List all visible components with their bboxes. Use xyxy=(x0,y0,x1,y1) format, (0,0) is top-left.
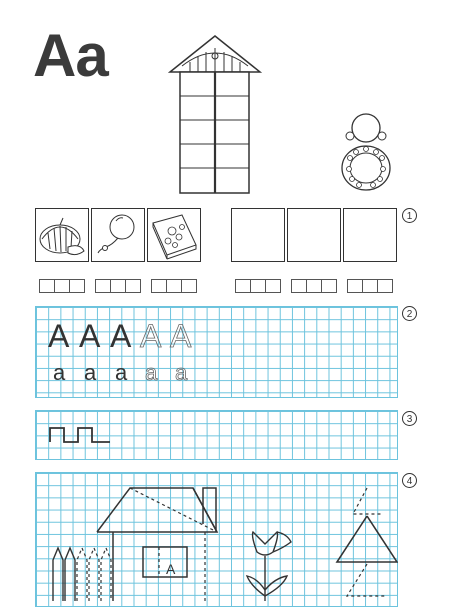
exercise-number: 3 xyxy=(402,411,417,426)
watermelon-icon xyxy=(36,209,87,260)
page-title: Aa xyxy=(33,22,108,89)
sound-scheme[interactable] xyxy=(151,279,197,293)
sound-scheme[interactable] xyxy=(347,279,393,293)
traced-letter-a[interactable]: a xyxy=(145,360,158,385)
letter-A: A xyxy=(48,318,70,354)
sound-scheme[interactable] xyxy=(39,279,85,293)
book-icon xyxy=(148,209,199,260)
snowman-icon xyxy=(338,108,394,196)
house-letter-A: A xyxy=(166,561,176,577)
sound-scheme[interactable] xyxy=(235,279,281,293)
letter-A: A xyxy=(110,318,132,354)
answer-box-1[interactable] xyxy=(231,208,285,262)
square-wave-pattern xyxy=(48,424,116,446)
exercise-number: 4 xyxy=(402,473,417,488)
traced-letter-A[interactable]: A xyxy=(140,318,162,354)
book-picture xyxy=(147,208,201,262)
letter-A: A xyxy=(79,318,101,354)
exercise-number: 2 xyxy=(402,306,417,321)
traced-letter-A[interactable]: A xyxy=(170,318,192,354)
drawing-figures xyxy=(35,472,398,601)
balloon-icon xyxy=(92,209,143,260)
watermelon-picture xyxy=(35,208,89,262)
sound-scheme[interactable] xyxy=(291,279,337,293)
balloon-picture xyxy=(91,208,145,262)
answer-box-3[interactable] xyxy=(343,208,397,262)
traced-letter-a[interactable]: a xyxy=(175,360,188,385)
tower-house-icon xyxy=(168,32,263,197)
letter-a: a xyxy=(115,360,128,385)
exercise-number: 1 xyxy=(402,208,417,223)
letter-a: a xyxy=(84,360,97,385)
sound-scheme[interactable] xyxy=(95,279,141,293)
answer-box-2[interactable] xyxy=(287,208,341,262)
letter-a: a xyxy=(53,360,66,385)
